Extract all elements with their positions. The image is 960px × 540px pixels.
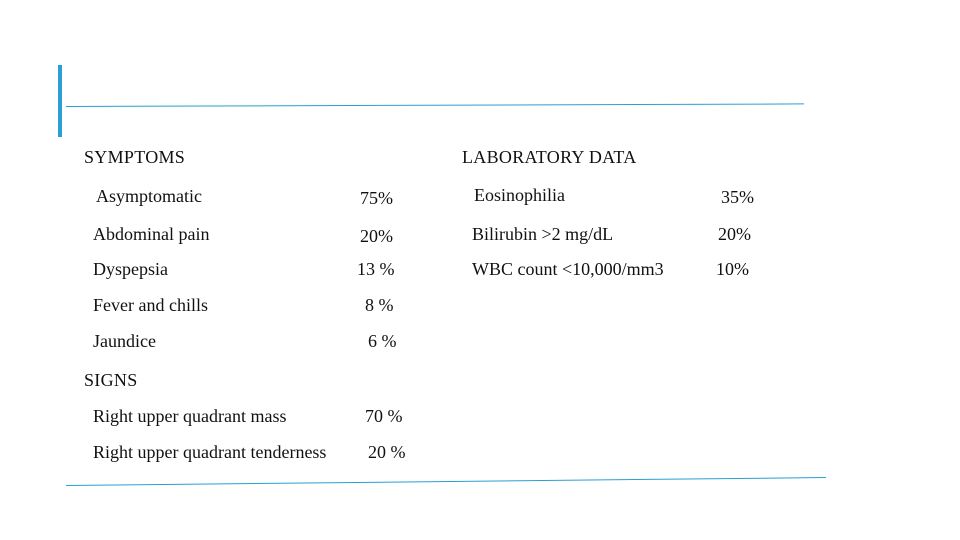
laboratory-heading: LABORATORY DATA xyxy=(462,147,637,167)
symptom-value-abdominal-pain: 20% xyxy=(360,226,393,246)
sign-value-ruq-tenderness: 20 % xyxy=(368,442,406,462)
sign-label-ruq-mass: Right upper quadrant mass xyxy=(93,406,287,426)
symptom-label-asymptomatic: Asymptomatic xyxy=(96,186,202,206)
sign-value-ruq-mass: 70 % xyxy=(365,406,403,426)
sign-label-ruq-tenderness: Right upper quadrant tenderness xyxy=(93,442,327,462)
symptom-value-dyspepsia: 13 % xyxy=(357,259,395,279)
lab-value-bilirubin: 20% xyxy=(718,224,751,244)
bottom-divider xyxy=(66,477,826,486)
lab-label-wbc-count: WBC count <10,000/mm3 xyxy=(472,259,664,279)
top-divider xyxy=(66,103,804,107)
lab-value-wbc-count: 10% xyxy=(716,259,749,279)
symptom-label-fever-and-chills: Fever and chills xyxy=(93,295,208,315)
symptom-value-jaundice: 6 % xyxy=(368,331,397,351)
symptom-label-dyspepsia: Dyspepsia xyxy=(93,259,168,279)
signs-heading: SIGNS xyxy=(84,370,138,390)
symptom-value-asymptomatic: 75% xyxy=(360,188,393,208)
symptoms-heading: SYMPTOMS xyxy=(84,147,186,167)
title-accent-bar xyxy=(58,65,62,137)
lab-label-bilirubin: Bilirubin >2 mg/dL xyxy=(472,224,614,244)
lab-value-eosinophilia: 35% xyxy=(721,187,754,207)
symptom-label-jaundice: Jaundice xyxy=(93,331,156,351)
lab-label-eosinophilia: Eosinophilia xyxy=(474,185,565,205)
symptom-label-abdominal-pain: Abdominal pain xyxy=(93,224,210,244)
symptom-value-fever-and-chills: 8 % xyxy=(365,295,394,315)
